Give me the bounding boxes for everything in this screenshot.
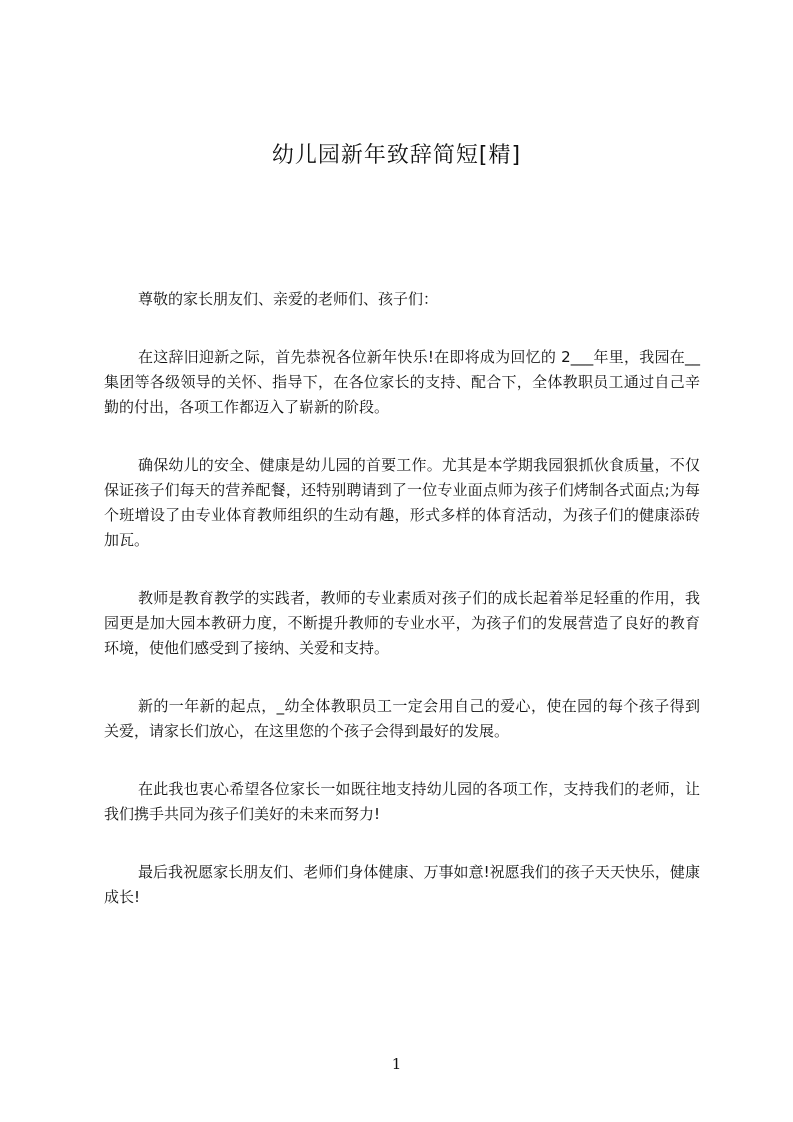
- page-number: 1: [391, 1055, 402, 1073]
- paragraph-closing: 最后我祝愿家长朋友们、老师们身体健康、万事如意!祝愿我们的孩子天天快乐，健康成长!: [104, 863, 700, 906]
- paragraph-teachers: 教师是教育教学的实践者，教师的专业素质对孩子们的成长起着举足轻重的作用，我园更是加大园本教研力度，不断提升教师的专业水平，为孩子们的发展营造了良好的教育环境，使他们感受到了接纳、关爱和支持。: [104, 589, 700, 657]
- document-body: [104, 287, 700, 943]
- paragraph-support: 在此我也衷心希望各位家长一如既往地支持幼儿园的各项工作，支持我们的老师，让我们携手共同为孩子们美好的未来而努力!: [104, 780, 700, 823]
- document-title: 幼儿园新年致辞简短[精]: [271, 143, 522, 168]
- paragraph-new-year: 新的一年新的起点，_幼全体教职员工一定会用自己的爱心，使在园的每个孩子得到关爱，请家长们放心，在这里您的个孩子会得到最好的发展。: [104, 697, 700, 740]
- paragraph-safety-health: 确保幼儿的安全、健康是幼儿园的首要工作。尤其是本学期我园狠抓伙食质量，不仅保证孩子们每天的营养配餐，还特别聘请到了一位专业面点师为孩子们烤制各式面点;为每个班增设了由专业体育教师组织的生动有趣，形式多样的体育活动，为孩子们的健康添砖加瓦。: [104, 456, 700, 549]
- paragraph-opening: 在这辞旧迎新之际，首先恭祝各位新年快乐!在即将成为回忆的 2___年里，我园在__集团等各级领导的关怀、指导下，在各位家长的支持、配合下，全体教职员工通过自己辛勤的付出，各项工作都迈入了崭新的阶段。: [104, 348, 700, 416]
- salutation: 尊敬的家长朋友们、亲爱的老师们、孩子们：: [138, 290, 439, 308]
